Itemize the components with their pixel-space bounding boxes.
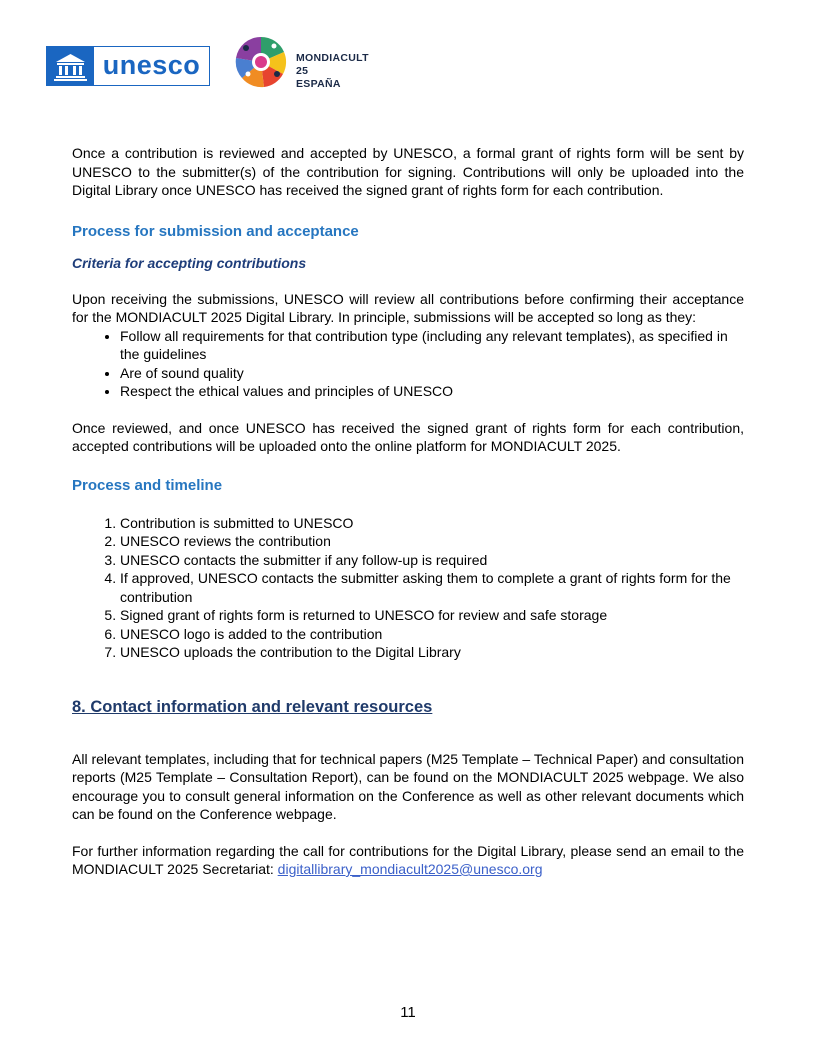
timeline-heading: Process and timeline <box>72 476 223 494</box>
submission-paragraph: Upon receiving the submissions, UNESCO will review all contributions before confirming their acceptance for the MONDIACULT 2025 Digital Library. In principle, submissions will be accepted so long as they: <box>72 290 744 325</box>
contact-heading: 8. Contact information and relevant resources <box>72 697 433 716</box>
list-item: 6. UNESCO logo is added to the contribution <box>120 625 744 644</box>
submission-heading: Process for submission and acceptance <box>72 222 359 240</box>
unesco-wordmark: unesco <box>94 47 209 85</box>
email-link[interactable]: digitallibrary_mondiacult2025@unesco.org <box>277 861 543 877</box>
intro-paragraph: Once a contribution is reviewed and accepted by UNESCO, a formal grant of rights form will be sent by UNESCO to the submitter(s) of the contribution for signing. Contributions will only be uploaded into the Digital Library once UNESCO has received the signed grant of rights form for each contribution. <box>72 145 744 198</box>
contact-text: For further information regarding the call for contributions for the Digital Library, please send an email to the MONDIACULT 2025 Secretariat: <box>72 842 744 877</box>
contact-paragraph <box>72 842 744 879</box>
list-item: 2. UNESCO reviews the contribution <box>120 532 744 551</box>
criteria-subheading: Criteria for accepting contributions <box>72 254 307 271</box>
mondiacult-wordmark <box>296 52 369 91</box>
page-content <box>72 144 744 879</box>
resources-paragraph: All relevant templates, including that for technical papers (M25 Template – Technical Paper) and consultation reports (M25 Template – Consultation Report), can be found on the MONDIACULT 2025 webpage. We also encourage you to consult general information on the Conference as well as other relevant documents which can be found on the Conference webpage. <box>72 750 744 822</box>
list-item: • Follow all requirements for that contribution type (including any relevant templates), as specified in the guidelines <box>120 327 744 364</box>
mondiacult-globe-icon <box>234 34 288 90</box>
list-item: 3. UNESCO contacts the submitter if any follow-up is required <box>120 551 744 570</box>
list-item: 5. Signed grant of rights form is returned to UNESCO for review and safe storage <box>120 606 744 625</box>
page-number: 11 <box>400 1004 416 1021</box>
mondiacult-line1: MONDIACULT 25 <box>296 52 369 77</box>
unesco-logo <box>46 46 210 86</box>
list-item: 7. UNESCO uploads the contribution to the Digital Library <box>120 643 744 662</box>
criteria-list <box>72 327 744 401</box>
list-item: • Respect the ethical values and principles of UNESCO <box>120 382 744 401</box>
list-item: • Are of sound quality <box>120 364 744 383</box>
acceptance-paragraph: Once reviewed, and once UNESCO has received the signed grant of rights form for each contribution, accepted contributions will be uploaded onto the online platform for MONDIACULT 2025. <box>72 419 744 454</box>
list-item: 1. Contribution is submitted to UNESCO <box>120 514 744 533</box>
list-item: 4. If approved, UNESCO contacts the submitter asking them to complete a grant of rights form for the contribution <box>120 569 744 606</box>
mondiacult-line2: ESPAÑA <box>296 78 341 90</box>
timeline-steps <box>72 514 744 662</box>
unesco-temple-icon <box>47 47 94 85</box>
